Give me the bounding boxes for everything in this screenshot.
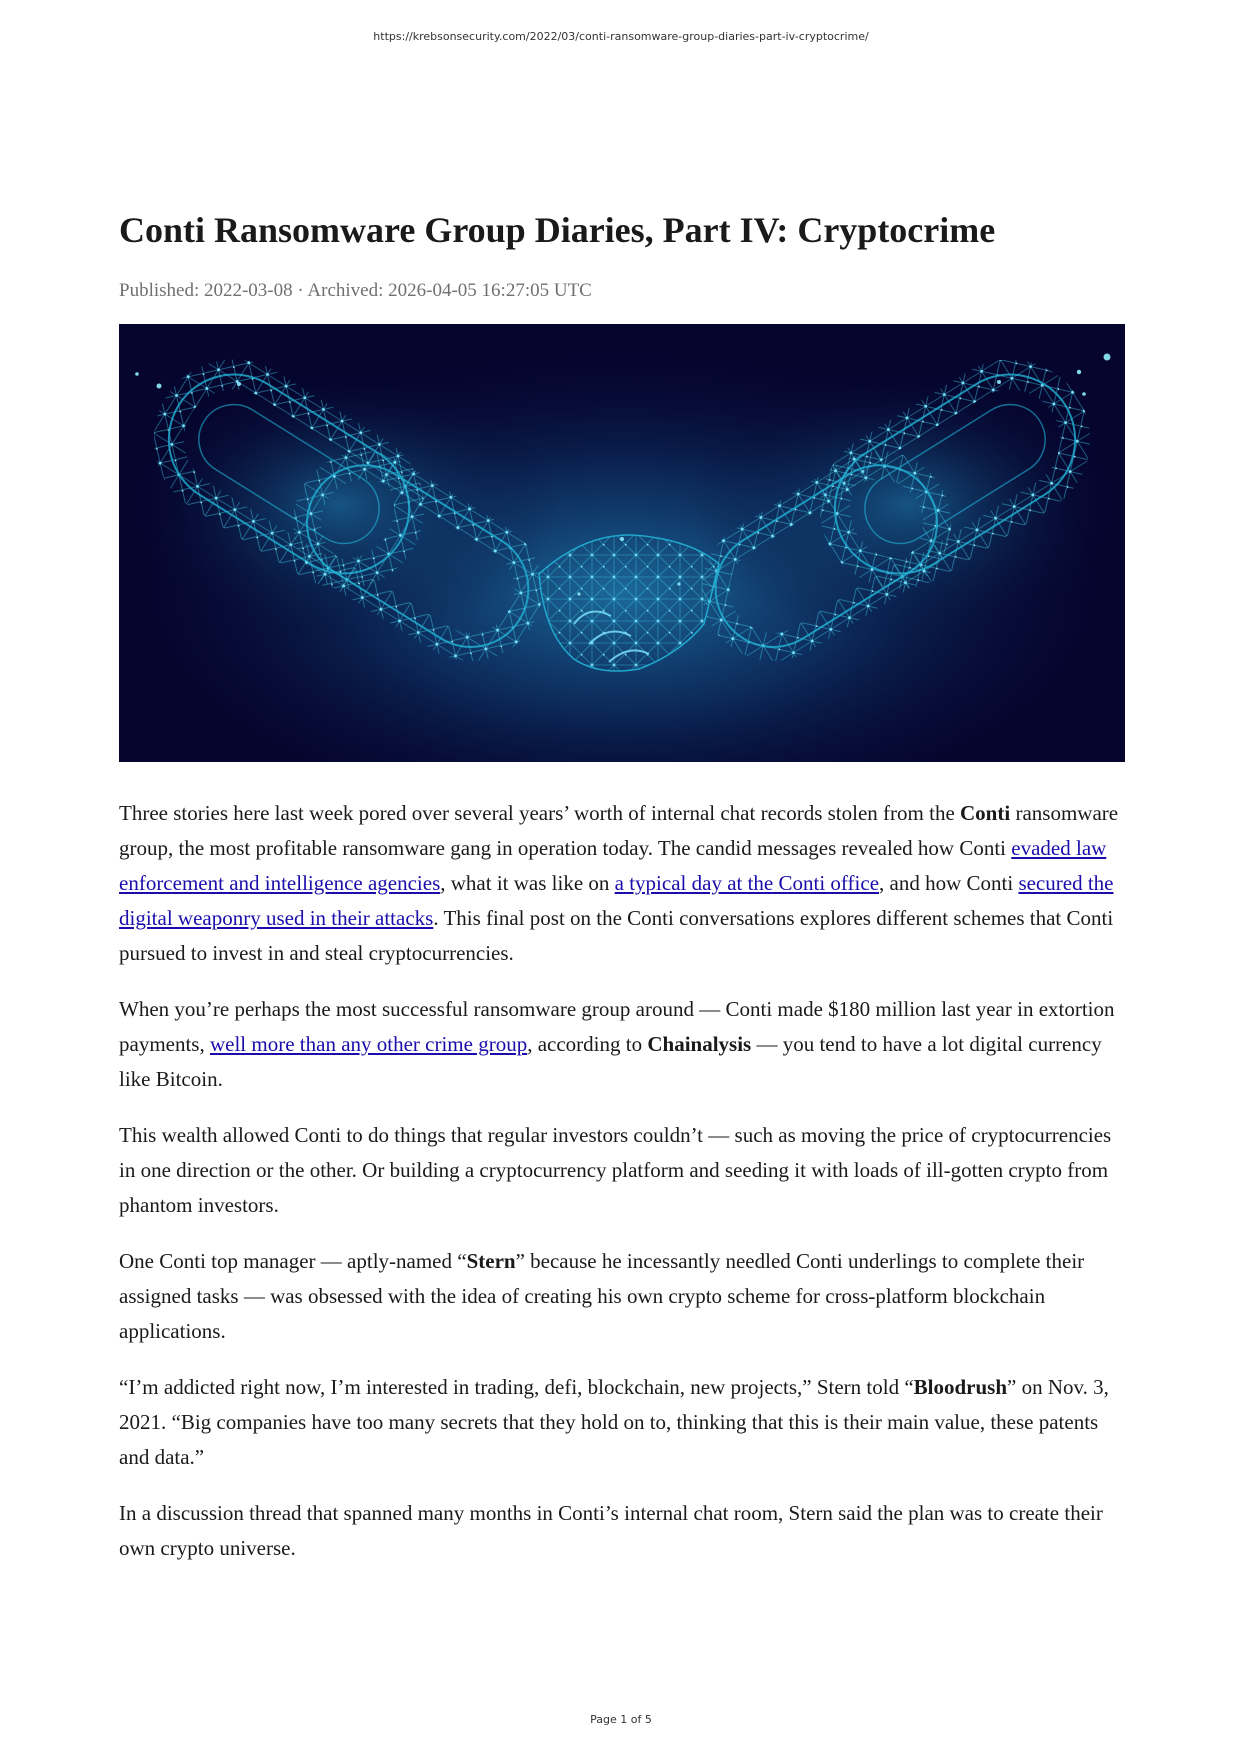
article [119,206,1125,1587]
paragraph: Three stories here last week pored over several years’ worth of internal chat records stolen from the Conti ransomware group, the most profitable ransomware gang in operation today. The candid messages revealed how Conti evaded law enforcement and intelligence agencies, what it was like on a typical day at the Conti office, and how Conti secured the digital weaponry used in their attacks. This final post on the Conti conversations explores different schemes that Conti pursued to invest in and steal cryptocurrencies. [119,801,1119,965]
page-number: Page 1 of 5 [590,1713,652,1726]
article-body [119,796,1125,1566]
article-meta: Published: 2022-03-08 · Archived: 2026-04-05 16:27:05 UTC [119,280,592,301]
paragraph: This wealth allowed Conti to do things that regular investors couldn’t — such as moving the price of cryptocurrencies in one direction or the other. Or building a cryptocurrency platform and seeding it with loads of ill-gotten crypto from phantom investors. [119,1123,1112,1217]
bold-text: Stern [466,1249,516,1273]
paragraph: In a discussion thread that spanned many months in Conti’s internal chat room, Stern said the plan was to create their own crypto universe. [119,1501,1103,1560]
link-crime-group[interactable]: well more than any other crime group [209,1032,528,1056]
article-title: Conti Ransomware Group Diaries, Part IV: Cryptocrime [119,210,996,250]
bold-text: Conti [960,801,1011,825]
hero-image [119,324,1125,762]
source-url: https://krebsonsecurity.com/2022/03/conti-ransomware-group-diaries-part-iv-cryptocrime/ [373,30,869,43]
link-typical-day[interactable]: a typical day at the Conti office [614,871,880,895]
bold-text: Chainalysis [647,1032,752,1056]
paragraph: One Conti top manager — aptly-named “Stern” because he incessantly needled Conti underlings to complete their assigned tasks — was obsessed with the idea of creating his own crypto scheme for cross-platform blockchain applications. [119,1249,1085,1343]
paragraph: When you’re perhaps the most successful ransomware group around — Conti made $180 million last year in extortion payments, well more than any other crime group, according to Chainalysis — you tend to have a lot digital currency like Bitcoin. [119,997,1115,1091]
bold-text: Bloodrush [913,1375,1008,1399]
link-digital-weaponry[interactable]: secured the digital weaponry used in their attacks [119,871,1114,930]
paragraph: “I’m addicted right now, I’m interested in trading, defi, blockchain, new projects,” Stern told “Bloodrush” on Nov. 3, 2021. “Big companies have too many secrets that they hold on to, thinking that this is their main value, these patents and data.” [119,1375,1109,1469]
link-evaded-law-enforcement[interactable]: evaded law enforcement and intelligence agencies [119,836,1107,895]
